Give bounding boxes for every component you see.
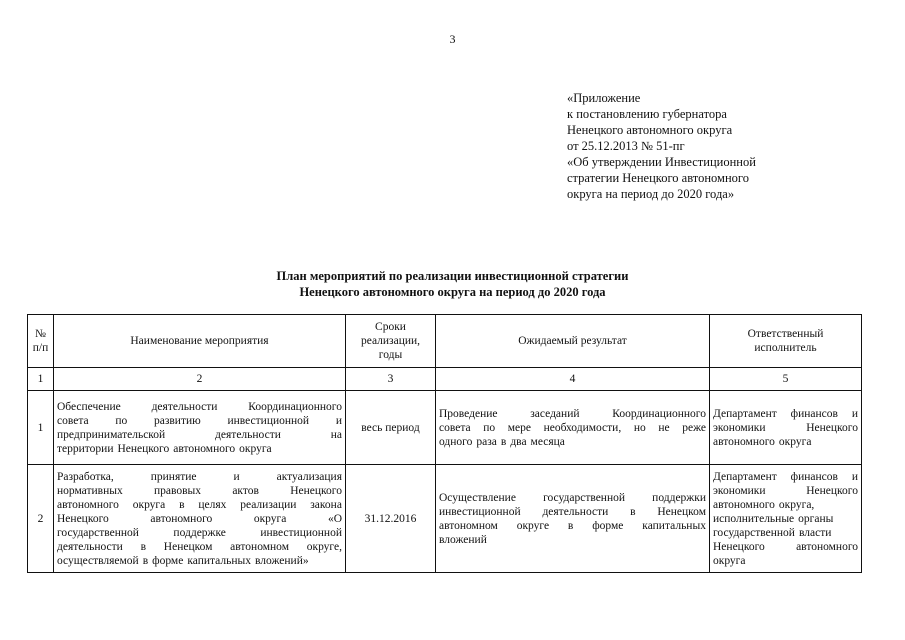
word: округа [778,435,812,448]
word: правовых [154,484,202,497]
word: автономного [796,540,858,553]
word: автономном [230,540,289,553]
cell-line [57,526,342,540]
word: заседаний [530,407,580,420]
word: финансов [790,470,838,483]
appendix-line: стратегии Ненецкого автономного [567,171,749,185]
word: месяца [530,435,565,448]
table-header-row [28,315,862,368]
word: вложений» [255,554,309,567]
word: раза [476,435,497,448]
word: Департамент [713,470,777,483]
word: Проведение [439,407,498,420]
word: автономного [713,498,775,511]
cell-line [439,421,706,435]
word: развитию [153,414,201,427]
page-number: 3 [449,32,456,46]
cell-line [57,470,342,484]
word: Ненецкого [57,512,109,525]
word: власти [798,526,832,539]
cell-line [713,470,858,484]
word: форме [152,554,184,567]
word: финансов [790,407,838,420]
word: Обеспечение [57,400,121,413]
row-result [436,465,710,573]
word: инвестиционной [260,526,342,539]
word: в [567,519,574,532]
appendix-line: «Приложение [567,91,641,105]
row-name [54,391,346,465]
word: на [330,428,342,441]
cell-line [57,554,342,568]
word: актов [232,484,259,497]
word: мере [507,421,531,434]
table-row [28,391,862,465]
cell-line [713,498,858,512]
column-number-row [28,368,862,391]
column-number: 1 [28,368,54,391]
header-num-line: № [35,328,46,340]
cell-line [57,400,342,414]
word: и [335,414,342,427]
word: Ненецкого [117,442,170,455]
appendix-line: «Об утверждении Инвестиционной [567,155,756,169]
word: деятельности [151,400,218,413]
row-terms: 31.12.2016 [346,465,436,573]
cell-line [713,407,858,421]
cell-line [713,526,858,540]
header-responsible [710,315,862,368]
word: по [115,414,128,427]
row-responsible [710,391,862,465]
word: исполнительные [713,512,795,525]
cell-line [439,435,706,449]
header-terms-line: годы [378,349,403,361]
cell-line [57,428,342,442]
word: автономного [173,442,236,455]
word: реже [682,421,706,434]
cell-line [57,540,342,554]
word: государственной [543,491,626,504]
word: в [500,435,507,448]
cell-line [57,442,342,456]
cell-line [713,421,858,435]
word: автономного [150,512,213,525]
cell-line [439,533,706,547]
word: в [630,505,636,518]
cell-line [57,414,342,428]
word: но [633,421,646,434]
header-terms-line: реализации, [360,335,421,347]
word: осуществляемой [57,554,139,567]
cell-line [713,554,858,568]
word: необходимости, [543,421,622,434]
word: органы [798,512,834,525]
word: в [179,498,185,511]
cell-line [57,512,342,526]
column-number: 5 [710,368,862,391]
cell-line [713,484,858,498]
word: деятельности [215,428,281,441]
cell-line [439,407,706,421]
word: экономики [713,421,766,434]
cell-line [713,435,858,449]
word: Ненецком [657,505,706,518]
header-num-line: п/п [32,342,49,354]
header-terms-line: Сроки [375,321,406,333]
appendix-line: Ненецкого автономного округа [567,123,733,137]
word: Департамент [713,407,777,420]
cell-line [713,512,858,526]
word: автономного [57,498,119,511]
table-row [28,465,862,573]
word: автономного [713,435,775,448]
word: нормативных [57,484,123,497]
word: государственной [57,526,139,539]
appendix-line: от 25.12.2013 № 51-пг [567,139,685,153]
word: инвестиционной [227,414,310,427]
word: принятие [150,470,197,483]
word: поддержке [173,526,226,539]
word: Координационного [248,400,342,413]
word: Координационного [612,407,706,420]
word: совета [439,421,471,434]
word: два [510,435,527,448]
row-num: 1 [28,391,54,465]
word: государственной [713,526,795,539]
cell-line [713,540,858,554]
cell-line [57,484,342,498]
cell-line [57,498,342,512]
header-num [28,315,54,368]
column-number: 3 [346,368,436,391]
word: территории [57,442,114,455]
row-name [54,465,346,573]
document-title [0,268,905,300]
header-terms [346,315,436,368]
word: по [483,421,496,434]
column-number: 4 [436,368,710,391]
word: в [142,554,149,567]
word: округа, [778,498,815,511]
word: капитальных [642,519,706,532]
word: округе [516,519,550,532]
word: экономики [713,484,766,497]
word: деятельности [542,505,609,518]
appendix-line: к постановлению губернатора [567,107,727,121]
word: округа [253,512,287,525]
word: Осуществление [439,491,516,504]
word: не [658,421,670,434]
row-result [436,391,710,465]
word: округе, [306,540,342,553]
word: «О [327,512,342,525]
row-terms: весь период [346,391,436,465]
row-responsible [710,465,862,573]
word: целях [198,498,227,511]
cell-line [439,519,706,533]
word: округа [239,442,272,455]
header-responsible-line: Ответственный [747,328,824,340]
word: и [851,407,858,420]
word: деятельности [57,540,123,553]
word: Ненецкого [806,421,858,434]
column-number: 2 [54,368,346,391]
word: Ненецком [163,540,213,553]
word: инвестиционной [439,505,521,518]
word: и [233,470,240,483]
word: в [140,540,147,553]
word: закона [310,498,342,511]
word: поддержки [652,491,706,504]
plan-table [27,314,862,573]
title-line: Ненецкого автономного округа на период до 2020 года [299,285,606,299]
word: форме [592,519,624,532]
word: предпринимательской [57,428,166,441]
word: Ненецкого [290,484,342,497]
word: реализации [240,498,297,511]
word: актуализация [276,470,342,483]
word: капитальных [187,554,251,567]
row-num: 2 [28,465,54,573]
word: округа [132,498,166,511]
word: автономном [439,519,498,532]
appendix-line: округа на период до 2020 года» [567,187,735,201]
word: вложений [439,533,487,546]
word: Разработка, [57,470,114,483]
header-name: Наименование мероприятия [54,315,346,368]
word: Ненецкого [806,484,858,497]
cell-line [439,505,706,519]
header-result: Ожидаемый результат [436,315,710,368]
word: Ненецкого [713,540,765,553]
word: округа [713,554,746,567]
title-line: План мероприятий по реализации инвестиционной стратегии [276,269,629,283]
word: совета [57,414,89,427]
appendix-note [567,90,756,202]
header-responsible-line: исполнитель [754,342,817,354]
word: и [851,470,858,483]
word: одного [439,435,473,448]
cell-line [439,491,706,505]
